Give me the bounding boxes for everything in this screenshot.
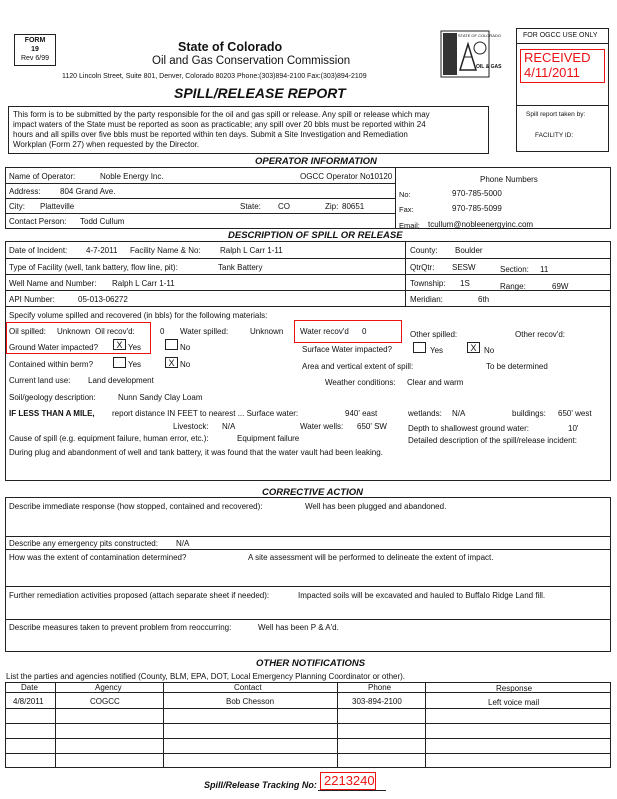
taken-by-label: Spill report taken by:	[526, 111, 586, 118]
operator-section-title: OPERATOR INFORMATION	[255, 156, 377, 167]
facility-type-label: Type of Facility (well, tank battery, flow line, pit):	[9, 263, 178, 272]
received-date: 4/11/2011	[524, 65, 580, 80]
row-response: Left voice mail	[488, 698, 540, 707]
township-label: Township:	[410, 279, 446, 288]
corrective-q2: Describe any emergency pits constructed:	[9, 539, 158, 548]
received-label: RECEIVED	[524, 50, 591, 65]
livestock-label: Livestock:	[173, 422, 209, 431]
col-response: Response	[496, 684, 533, 693]
meridian-label: Meridian:	[410, 295, 443, 304]
sw-no-checkbox[interactable]: X	[467, 342, 480, 353]
sw-no-label: No	[484, 346, 495, 355]
meridian: 6th	[478, 295, 490, 304]
sw-yes-checkbox[interactable]	[413, 342, 426, 353]
commission-title: Oil and Gas Conservation Commission	[152, 55, 351, 67]
depth: 10'	[568, 424, 579, 433]
range: 69W	[552, 282, 569, 291]
seal-top-text: STATE OF COLORADO	[458, 33, 501, 38]
commission-address: 1120 Lincoln Street, Suite 801, Denver, Colorado 80203 Phone:(303)894-2100 Fax:(303)894-2109	[62, 73, 367, 80]
incident-date: 4-7-2011	[86, 246, 118, 255]
other-recov-label: Other recov'd:	[515, 330, 565, 339]
spill-section-title: DESCRIPTION OF SPILL OR RELEASE	[228, 230, 403, 241]
colorado-seal	[440, 30, 502, 78]
berm-yes-label: Yes	[128, 360, 142, 369]
col-phone: Phone	[368, 683, 392, 692]
tracking-number: 2213240	[320, 772, 376, 790]
corrective-q3: How was the extent of contamination determined?	[9, 553, 187, 562]
surface-water-label: Surface Water impacted?	[302, 345, 392, 354]
facility-type: Tank Battery	[218, 263, 263, 272]
col-contact: Contact	[234, 683, 262, 692]
livestock: N/A	[222, 422, 236, 431]
row-agency: COGCC	[90, 697, 120, 706]
facility-id-label: FACILITY ID:	[535, 132, 574, 139]
city-label: City:	[9, 202, 25, 211]
area-label: Area and vertical extent of spill:	[302, 362, 414, 371]
water-recov: 0	[362, 327, 367, 336]
corrective-a3: A site assessment will be performed to delineate the extent of impact.	[248, 553, 494, 562]
berm-no-label: No	[180, 360, 191, 369]
form-rev: Rev 6/99	[20, 55, 50, 62]
corrective-a5: Well has been P & A'd.	[258, 623, 339, 632]
notifications-table	[5, 682, 611, 768]
mile-rest-label: report distance IN FEET to nearest ... Surface water:	[112, 409, 299, 418]
depth-label: Depth to shallowest ground water:	[408, 424, 529, 433]
ogcc-operator-no: 10120	[370, 172, 393, 181]
notifications-section-title: OTHER NOTIFICATIONS	[256, 658, 366, 669]
spill-box	[5, 241, 611, 481]
area-extent: To be determined	[486, 362, 548, 371]
water-spilled-label: Water spilled:	[180, 327, 229, 336]
corrective-a4: Impacted soils will be excavated and hauled to Buffalo Ridge Land fill.	[298, 591, 546, 600]
oil-recov: 0	[160, 327, 165, 336]
state-label: State:	[240, 202, 261, 211]
intro-line-2: impact waters of the State must be reported as soon as practicable; any spill over 20 bbls must be reported within 24	[13, 120, 426, 129]
intro-line-1: This form is to be submitted by the party responsible for the oil and gas spill or release. Any spill or release which may	[13, 110, 430, 119]
seal-bottom-text: OIL & GAS	[476, 64, 502, 70]
land-use-label: Current land use:	[9, 376, 71, 385]
intro-line-3: hours and all spills over five bbls must be reported within ten days. Submit a Site Investigation and Remediation	[13, 130, 408, 139]
gw-no-checkbox[interactable]	[165, 339, 178, 350]
notifications-instruction: List the parties and agencies notified (County, BLM, EPA, DOT, Local Emergency Planning Coordinator or other).	[6, 672, 406, 681]
contained-label: Contained within berm?	[9, 360, 94, 369]
row-date: 4/8/2011	[13, 697, 44, 706]
report-title: SPILL/RELEASE REPORT	[174, 85, 346, 101]
operator-phone: 970-785-5000	[452, 189, 502, 198]
operator-email[interactable]: tcullum@nobleenergyinc.com	[428, 220, 534, 229]
other-spilled-label: Other spilled:	[410, 330, 458, 339]
form-label: FORM	[24, 37, 46, 44]
county: Boulder	[455, 246, 483, 255]
corrective-a1: Well has been plugged and abandoned.	[305, 502, 447, 511]
weather-label: Weather conditions:	[325, 378, 396, 387]
water-recov-label: Water recov'd	[300, 327, 349, 336]
state-title: State of Colorado	[178, 40, 283, 54]
soil: Nunn Sandy Clay Loam	[118, 393, 203, 402]
qtrqtr: SESW	[452, 263, 476, 272]
oil-spilled-label: Oil spilled:	[9, 327, 46, 336]
operator-zip: 80651	[342, 202, 365, 211]
ground-water-label: Ground Water impacted?	[9, 343, 99, 352]
gw-yes-label: Yes	[128, 343, 142, 352]
oil-recov-label: Oil recov'd:	[95, 327, 135, 336]
section-number: 11	[540, 265, 549, 274]
operator-name-label: Name of Operator:	[9, 172, 76, 181]
corrective-section-title: CORRECTIVE ACTION	[262, 487, 363, 498]
mile-bold-label: IF LESS THAN A MILE,	[9, 409, 95, 418]
well-label: Well Name and Number:	[9, 279, 97, 288]
corrective-q4: Further remediation activities proposed (attach separate sheet if needed):	[9, 591, 270, 600]
row-phone: 303-894-2100	[352, 697, 402, 706]
berm-no-checkbox[interactable]: X	[165, 357, 178, 368]
email-label: Email:	[399, 221, 420, 230]
county-label: County:	[410, 246, 438, 255]
wetlands-label: wetlands:	[408, 409, 442, 418]
facility-name: Ralph L Carr 1-11	[220, 246, 283, 255]
range-label: Range:	[500, 282, 526, 291]
phone-no-label: No:	[399, 190, 411, 199]
address-label: Address:	[9, 187, 41, 196]
zip-label: Zip:	[325, 202, 339, 211]
row-contact: Bob Chesson	[226, 697, 275, 706]
soil-label: Soil/geology description:	[9, 393, 96, 402]
ogcc-use-box	[516, 28, 609, 152]
water-wells-label: Water wells:	[300, 422, 344, 431]
buildings-label: buildings:	[512, 409, 546, 418]
berm-yes-checkbox[interactable]	[113, 357, 126, 368]
incident-description: During plug and abandonment of well and tank battery, it was found that the water vault had been leaking.	[9, 448, 383, 457]
api-number: 05-013-06272	[78, 295, 128, 304]
corrective-a2: N/A	[176, 539, 190, 548]
water-wells: 650' SW	[357, 422, 387, 431]
operator-name: Noble Energy Inc.	[100, 172, 164, 181]
section-label: Section:	[500, 265, 529, 274]
form-number-box	[14, 34, 56, 66]
ogcc-use-title: FOR OGCC USE ONLY	[523, 32, 598, 39]
specify-instruction: Specify volume spilled and recovered (in bbls) for the following materials:	[9, 311, 268, 320]
corrective-q5: Describe measures taken to prevent problem from reoccurring:	[9, 623, 232, 632]
weather: Clear and warm	[407, 378, 464, 387]
received-stamp	[520, 49, 605, 83]
col-date: Date	[21, 683, 38, 692]
oil-spilled: Unknown	[57, 327, 91, 336]
col-agency: Agency	[95, 683, 122, 692]
water-spilled: Unknown	[250, 327, 284, 336]
date-label: Date of Incident:	[9, 246, 68, 255]
water-recov-highlight	[294, 320, 402, 343]
gw-yes-checkbox[interactable]: X	[113, 339, 126, 350]
api-label: API Number:	[9, 295, 55, 304]
surface-water-distance: 940' east	[345, 409, 378, 418]
operator-contact: Todd Cullum	[80, 217, 125, 226]
corrective-q1: Describe immediate response (how stopped, contained and recovered):	[9, 502, 263, 511]
form-number: 19	[31, 46, 39, 53]
township: 1S	[460, 279, 470, 288]
gw-no-label: No	[180, 343, 191, 352]
qtrqtr-label: QtrQtr:	[410, 263, 435, 272]
cause: Equipment failure	[237, 434, 300, 443]
fax-label: Fax:	[399, 205, 414, 214]
phone-numbers-title: Phone Numbers	[480, 175, 538, 184]
cause-label: Cause of spill (e.g. equipment failure, human error, etc.):	[9, 434, 209, 443]
land-use: Land development	[88, 376, 154, 385]
wetlands: N/A	[452, 409, 466, 418]
operator-fax: 970-785-5099	[452, 204, 502, 213]
well-name: Ralph L Carr 1-11	[112, 279, 175, 288]
tracking-label: Spill/Release Tracking No:	[204, 780, 317, 790]
contact-label: Contact Person:	[9, 217, 67, 226]
operator-address: 804 Grand Ave.	[60, 187, 116, 196]
intro-box	[8, 106, 489, 154]
sw-yes-label: Yes	[430, 346, 444, 355]
operator-city: Platteville	[40, 202, 75, 211]
ogcc-operator-label: OGCC Operator No:	[300, 172, 373, 181]
operator-state: CO	[278, 202, 290, 211]
detailed-label: Detailed description of the spill/release incident:	[408, 436, 577, 445]
intro-line-4: Workplan (Form 27) when requested by the Director.	[13, 140, 200, 149]
facility-label: Facility Name & No:	[130, 246, 201, 255]
buildings: 650' west	[558, 409, 592, 418]
